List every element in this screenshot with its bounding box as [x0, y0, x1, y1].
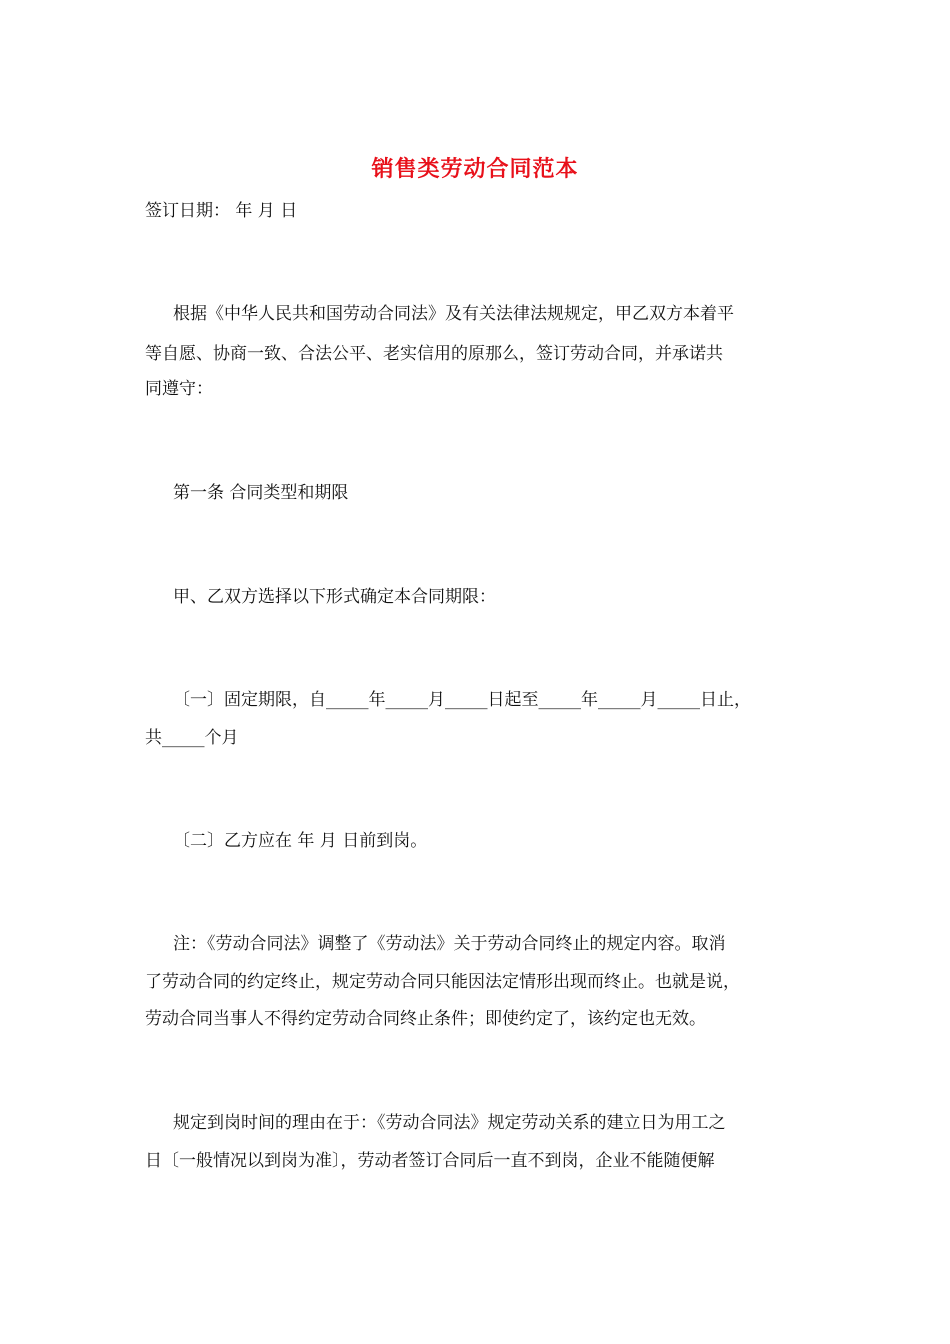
intro-line-1: 根据《中华人民共和国劳动合同法》及有关法律法规规定，甲乙双方本着平 — [173, 304, 734, 324]
note-line-2: 了劳动合同的约定终止，规定劳动合同只能因法定情形出现而终止。也就是说， — [145, 972, 740, 992]
report-date-line: 〔二〕乙方应在 年 月 日前到岗。 — [173, 831, 428, 851]
fixed-term-line-2: 共_____个月 — [145, 728, 239, 748]
intro-line-3: 同遵守： — [145, 379, 213, 399]
reason-line-2: 日〔一般情况以到岗为准〕，劳动者签订合同后一直不到岗，企业不能随便解 — [145, 1151, 715, 1171]
note-line-3: 劳动合同当事人不得约定劳动合同终止条件；即使约定了，该约定也无效。 — [145, 1009, 706, 1029]
article-1-heading: 第一条 合同类型和期限 — [173, 483, 349, 503]
note-line-1: 注：《劳动合同法》调整了《劳动法》关于劳动合同终止的规定内容。取消 — [173, 934, 726, 954]
reason-line-1: 规定到岗时间的理由在于：《劳动合同法》规定劳动关系的建立日为用工之 — [173, 1113, 726, 1133]
intro-line-2: 等自愿、协商一致、合法公平、老实信用的原那么，签订劳动合同，并承诺共 — [145, 344, 723, 364]
fixed-term-line-1: 〔一〕固定期限，自_____年_____月_____日起至_____年_____月_____日止， — [173, 690, 751, 710]
document-title: 销售类劳动合同范本 — [371, 156, 579, 182]
sign-date: 签订日期： 年 月 日 — [145, 201, 298, 221]
choose-form-line: 甲、乙双方选择以下形式确定本合同期限： — [173, 587, 496, 607]
